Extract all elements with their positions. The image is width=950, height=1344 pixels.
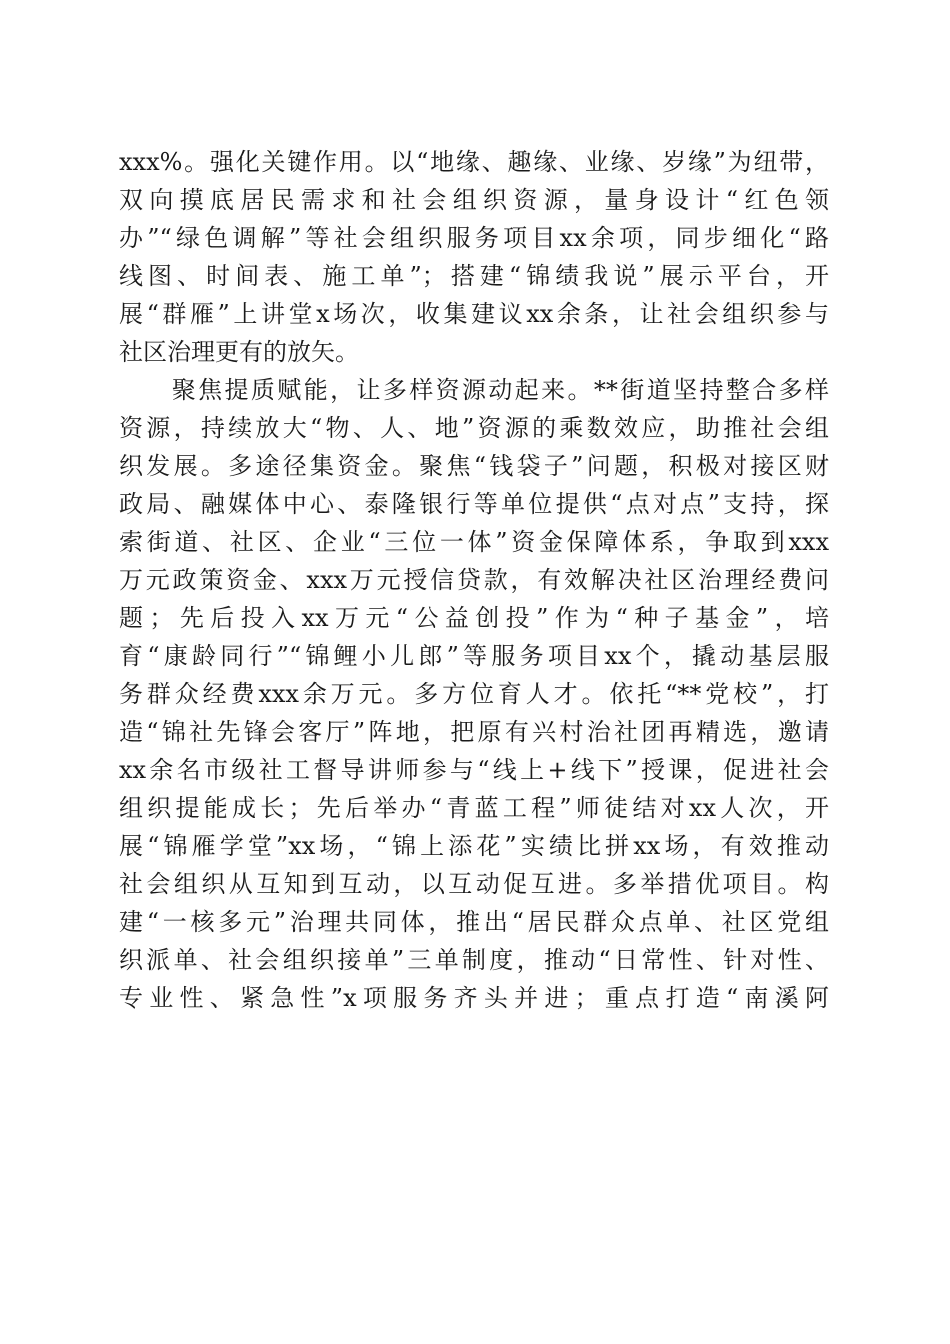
text-line: xx余名市级社工督导讲师参与“线上+线下”授课，促进社会 (119, 756, 829, 784)
text-line: 题；先后投入xx万元“公益创投”作为“种子基金”，培 (119, 604, 829, 632)
text-line: 专业性、紧急性”x项服务齐头并进；重点打造“南溪阿 (119, 984, 829, 1012)
text-line: 社会组织从互知到互动，以互动促互进。多举措优项目。构 (119, 870, 829, 898)
text-line: 建“一核多元”治理共同体，推出“居民群众点单、社区党组 (119, 908, 829, 936)
text-line: 展“群雁”上讲堂x场次，收集建议xx余条，让社会组织参与 (119, 300, 829, 328)
document-body (119, 143, 829, 1017)
text-line: 织发展。多途径集资金。聚焦“钱袋子”问题，积极对接区财 (119, 452, 829, 480)
text-line: 展“锦雁学堂”xx场，“锦上添花”实绩比拼xx场，有效推动 (119, 832, 829, 860)
text-line: 织派单、社会组织接单”三单制度，推动“日常性、针对性、 (119, 946, 829, 974)
text-line: 社区治理更有的放矢。 (119, 338, 359, 366)
text-line: 办”“绿色调解”等社会组织服务项目xx余项，同步细化“路 (119, 224, 829, 252)
text-line: 聚焦提质赋能，让多样资源动起来。**街道坚持整合多样 (119, 376, 829, 404)
text-line: 双向摸底居民需求和社会组织资源，量身设计“红色领 (119, 186, 829, 214)
text-line: 政局、融媒体中心、泰隆银行等单位提供“点对点”支持，探 (119, 490, 829, 518)
paragraph-2 (119, 371, 829, 1017)
text-line: 造“锦社先锋会客厅”阵地，把原有兴村治社团再精选，邀请 (119, 718, 829, 746)
text-line: 线图、时间表、施工单”；搭建“锦绩我说”展示平台，开 (119, 262, 829, 290)
paragraph-1 (119, 143, 829, 371)
text-line: 索街道、社区、企业“三位一体”资金保障体系，争取到xxx (119, 528, 829, 556)
text-line: 务群众经费xxx余万元。多方位育人才。依托“**党校”，打 (119, 680, 829, 708)
text-line: 资源，持续放大“物、人、地”资源的乘数效应，助推社会组 (119, 414, 829, 442)
text-line: 组织提能成长；先后举办“青蓝工程”师徒结对xx人次，开 (119, 794, 829, 822)
text-line: xxx%。强化关键作用。以“地缘、趣缘、业缘、岁缘”为纽带， (119, 148, 829, 176)
text-line: 万元政策资金、xxx万元授信贷款，有效解决社区治理经费问 (119, 566, 829, 594)
text-line: 育“康龄同行”“锦鲤小儿郎”等服务项目xx个，撬动基层服 (119, 642, 829, 670)
